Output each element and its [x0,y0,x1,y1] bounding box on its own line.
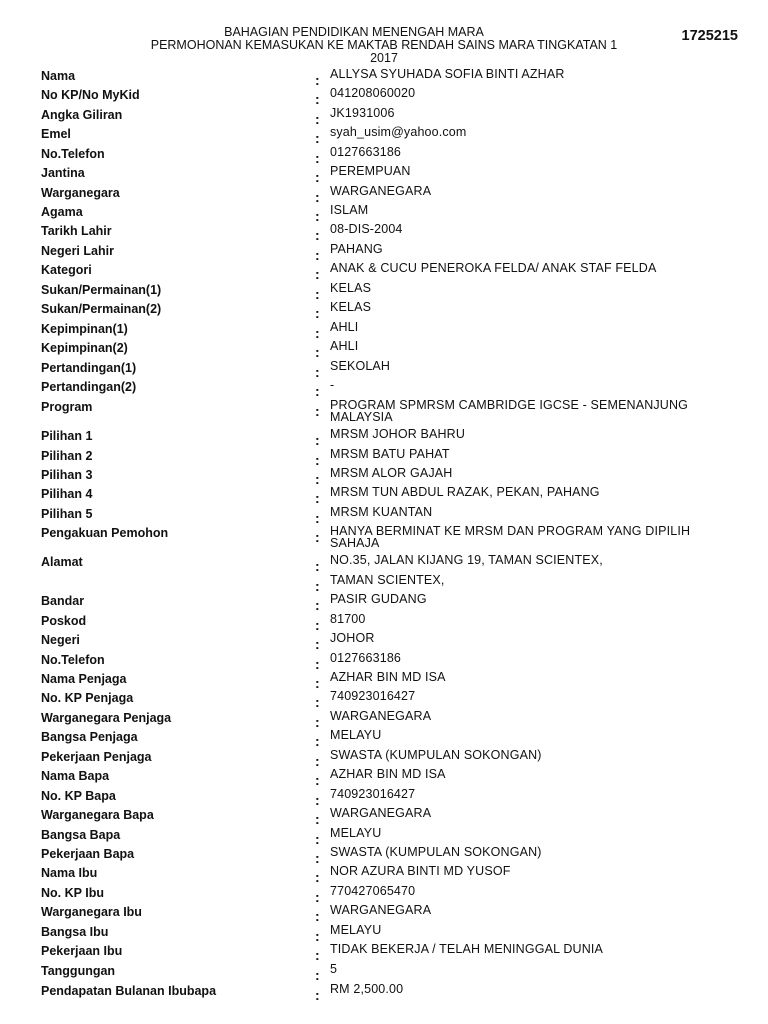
field-separator: : [315,947,320,963]
field-label: No KP/No MyKid [41,88,140,102]
field-separator: : [315,558,320,574]
field-label: Sukan/Permainan(2) [41,302,162,316]
field-label: Nama Penjaga [41,672,127,686]
field-separator: : [315,529,320,545]
field-label: Poskod [41,614,87,628]
field-separator: : [315,364,320,380]
field-label: No. KP Ibu [41,886,104,900]
field-label: Pekerjaan Ibu [41,944,123,958]
field-separator: : [315,91,320,107]
field-value: syah_usim@yahoo.com [330,125,467,139]
field-separator: : [315,208,320,224]
field-label: Pekerjaan Penjaga [41,750,152,764]
field-separator: : [315,111,320,127]
header-year: 2017 [370,51,398,65]
field-separator: : [315,636,320,652]
field-value: 740923016427 [330,787,416,801]
field-value: WARGANEGARA [330,903,432,917]
field-separator: : [315,403,320,419]
field-value: NOR AZURA BINTI MD YUSOF [330,864,511,878]
field-value: NO.35, JALAN KIJANG 19, TAMAN SCIENTEX, [330,553,603,567]
field-separator: : [315,656,320,672]
field-separator: : [315,908,320,924]
field-label: Pendapatan Bulanan Ibubapa [41,984,217,998]
field-separator: : [315,286,320,302]
field-separator: : [315,452,320,468]
field-value: WARGANEGARA [330,709,432,723]
field-value: JK1931006 [330,106,395,120]
field-label: Angka Giliran [41,108,123,122]
field-separator: : [315,266,320,282]
field-label: Bandar [41,594,85,608]
field-label: Pilihan 5 [41,507,93,521]
field-value: 770427065470 [330,884,416,898]
field-value: MRSM JOHOR BAHRU [330,427,466,441]
field-label: Warganegara [41,186,120,200]
field-label: Tarikh Lahir [41,224,112,238]
field-label: Nama Bapa [41,769,110,783]
field-value: AZHAR BIN MD ISA [330,767,446,781]
field-separator: : [315,510,320,526]
field-separator: : [315,733,320,749]
field-value: KELAS [330,281,372,295]
field-value: TIDAK BEKERJA / TELAH MENINGGAL DUNIA [330,942,603,956]
field-separator: : [315,675,320,691]
field-label: No. KP Bapa [41,789,116,803]
field-label: Nama Ibu [41,866,98,880]
field-label: Pekerjaan Bapa [41,847,135,861]
field-label: No.Telefon [41,653,105,667]
field-value: SWASTA (KUMPULAN SOKONGAN) [330,845,542,859]
field-label: Bangsa Penjaga [41,730,138,744]
field-value: HANYA BERMINAT KE MRSM DAN PROGRAM YANG DIPILIH SAHAJA [330,524,691,550]
field-separator: : [315,597,320,613]
field-value: WARGANEGARA [330,806,432,820]
field-label: No.Telefon [41,147,105,161]
field-label: Tanggungan [41,964,116,978]
field-label: Program [41,400,93,414]
field-separator: : [315,130,320,146]
field-separator: : [315,578,320,594]
field-separator: : [315,169,320,185]
field-label: Pilihan 4 [41,487,93,501]
field-value: 740923016427 [330,689,416,703]
field-value: MRSM ALOR GAJAH [330,466,453,480]
field-label: Agama [41,205,83,219]
header-form-title: PERMOHONAN KEMASUKAN KE MAKTAB RENDAH SAINS MARA TINGKATAN 1 [150,38,618,52]
field-separator: : [315,432,320,448]
field-separator: : [315,305,320,321]
header-organization: BAHAGIAN PENDIDIKAN MENENGAH MARA [224,25,484,39]
field-label: Nama [41,69,76,83]
field-value: PROGRAM SPMRSM CAMBRIDGE IGCSE - SEMENANJUNG MALAYSIA [330,398,689,424]
field-label: Kepimpinan(2) [41,341,128,355]
field-separator: : [315,850,320,866]
field-separator: : [315,344,320,360]
field-label: Pilihan 1 [41,429,93,443]
field-separator: : [315,753,320,769]
field-value: PAHANG [330,242,383,256]
field-value: ISLAM [330,203,369,217]
field-value: 041208060020 [330,86,416,100]
field-separator: : [315,617,320,633]
field-label: Pertandingan(1) [41,361,137,375]
field-separator: : [315,72,320,88]
field-separator: : [315,325,320,341]
reference-number: 1725215 [681,28,738,44]
field-label: Warganegara Bapa [41,808,154,822]
field-separator: : [315,967,320,983]
field-value: AHLI [330,339,359,353]
field-label: Alamat [41,555,83,569]
field-label: Warganegara Penjaga [41,711,172,725]
field-label: Warganegara Ibu [41,905,142,919]
field-value: JOHOR [330,631,375,645]
field-separator: : [315,150,320,166]
field-value: AZHAR BIN MD ISA [330,670,446,684]
field-value: 81700 [330,612,366,626]
field-value: AHLI [330,320,359,334]
field-value: MRSM TUN ABDUL RAZAK, PEKAN, PAHANG [330,485,600,499]
field-separator: : [315,772,320,788]
field-value: TAMAN SCIENTEX, [330,573,445,587]
field-value: 0127663186 [330,145,402,159]
field-separator: : [315,889,320,905]
field-separator: : [315,490,320,506]
field-label: Pilihan 2 [41,449,93,463]
field-value: 5 [330,962,338,976]
field-label: Kategori [41,263,92,277]
field-value: PASIR GUDANG [330,592,427,606]
field-separator: : [315,694,320,710]
field-value: SWASTA (KUMPULAN SOKONGAN) [330,748,542,762]
field-label: Sukan/Permainan(1) [41,283,162,297]
field-label: No. KP Penjaga [41,691,134,705]
field-value: ALLYSA SYUHADA SOFIA BINTI AZHAR [330,67,565,81]
field-value: RM 2,500.00 [330,982,404,996]
field-separator: : [315,792,320,808]
field-separator: : [315,928,320,944]
field-value: MELAYU [330,826,382,840]
field-value: ANAK & CUCU PENEROKA FELDA/ ANAK STAF FELDA [330,261,657,275]
field-label: Bangsa Bapa [41,828,121,842]
field-value: PEREMPUAN [330,164,411,178]
field-value: MELAYU [330,728,382,742]
field-separator: : [315,383,320,399]
field-value: MRSM BATU PAHAT [330,447,450,461]
field-separator: : [315,831,320,847]
field-value: MELAYU [330,923,382,937]
field-separator: : [315,869,320,885]
field-separator: : [315,189,320,205]
field-label: Pengakuan Pemohon [41,526,169,540]
field-value: KELAS [330,300,372,314]
field-value: - [330,378,335,392]
field-label: Emel [41,127,71,141]
field-label: Jantina [41,166,85,180]
field-value: SEKOLAH [330,359,391,373]
field-value: MRSM KUANTAN [330,505,433,519]
field-label: Bangsa Ibu [41,925,109,939]
field-label: Negeri Lahir [41,244,114,258]
field-separator: : [315,811,320,827]
field-label: Negeri [41,633,80,647]
field-separator: : [315,987,320,1003]
field-label: Pilihan 3 [41,468,93,482]
field-separator: : [315,247,320,263]
field-separator: : [315,714,320,730]
field-label: Kepimpinan(1) [41,322,128,336]
field-separator: : [315,227,320,243]
field-value: 08-DIS-2004 [330,222,403,236]
field-value: 0127663186 [330,651,402,665]
field-value: WARGANEGARA [330,184,432,198]
field-separator: : [315,471,320,487]
field-label: Pertandingan(2) [41,380,137,394]
